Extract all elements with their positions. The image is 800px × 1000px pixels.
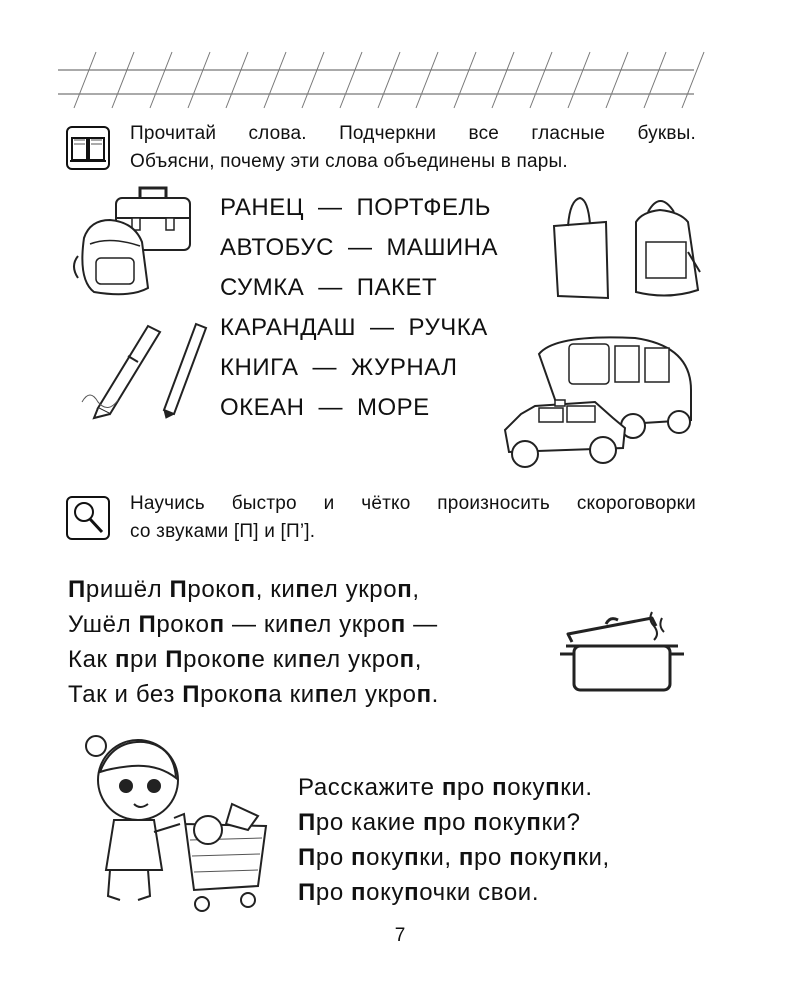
- pair-word-first: РАНЕЦ: [220, 194, 305, 221]
- task1-line2: Объясни, почему эти слова объединены в пары.: [130, 151, 568, 172]
- poem-line: Про покупки, про покупки,: [298, 844, 610, 871]
- pair-word-first: КАРАНДАШ: [220, 314, 356, 341]
- practice-slant-line: [568, 52, 590, 108]
- word-pair: [220, 388, 498, 428]
- practice-slant-line: [112, 52, 134, 108]
- pair-word-second: ЖУРНАЛ: [350, 354, 458, 381]
- practice-slant-line: [302, 52, 324, 108]
- practice-slant-line: [454, 52, 476, 108]
- word-pairs-list: [220, 188, 498, 428]
- word-pair: [220, 348, 498, 388]
- practice-slant-line: [492, 52, 514, 108]
- practice-slant-line: [150, 52, 172, 108]
- word-pair: [220, 268, 498, 308]
- poem-line: Так и без Прокопа кипел укроп.: [68, 681, 439, 708]
- task2-line2: со звуками [П] и [П’].: [130, 521, 316, 542]
- bus-car-illustration: [495, 330, 700, 475]
- poem-line: Как при Прокопе кипел укроп,: [68, 646, 423, 673]
- pair-dash: —: [347, 234, 373, 261]
- tongue-twister-2: [298, 770, 610, 910]
- backpack-briefcase-illustration: [70, 180, 205, 305]
- poem-line: Расскажите про покупки.: [298, 774, 593, 801]
- practice-slant-line: [378, 52, 400, 108]
- task1-instruction: [130, 120, 696, 176]
- task2-instruction: [130, 490, 696, 546]
- girl-shopping-cart-illustration: [62, 720, 272, 915]
- poem-line: Про покупочки свои.: [298, 879, 540, 906]
- practice-slant-line: [606, 52, 628, 108]
- pair-word-first: КНИГА: [220, 354, 299, 381]
- pair-dash: —: [318, 274, 343, 301]
- practice-slant-line: [530, 52, 552, 108]
- poem-line: Про какие про покупки?: [298, 809, 581, 836]
- magnifier-icon: [66, 496, 110, 540]
- task1-line1: Прочитай слова. Подчеркни все гласные буквы.: [130, 123, 696, 144]
- pair-dash: —: [318, 394, 343, 421]
- practice-slant-line: [416, 52, 438, 108]
- practice-slant-line: [682, 52, 704, 108]
- practice-slant-line: [74, 52, 96, 108]
- pair-word-second: ПОРТФЕЛЬ: [356, 194, 491, 221]
- pair-dash: —: [318, 194, 343, 221]
- pair-word-second: МАШИНА: [386, 234, 499, 261]
- bags-illustration: [548, 192, 713, 302]
- page-number: 7: [394, 925, 406, 946]
- poem-line: Пришёл Прокоп, кипел укроп,: [68, 576, 420, 603]
- pair-dash: —: [312, 354, 337, 381]
- pot-illustration: [556, 610, 686, 695]
- poem-line: Ушёл Прокоп — кипел укроп —: [68, 611, 438, 638]
- pair-word-second: МОРЕ: [357, 394, 430, 421]
- word-pair: [220, 308, 498, 348]
- practice-slant-line: [340, 52, 362, 108]
- practice-slant-line: [264, 52, 286, 108]
- task2-line1: Научись быстро и чётко произносить скороговорки: [130, 493, 696, 514]
- pair-word-first: ОКЕАН: [220, 394, 305, 421]
- pen-pencil-illustration: [78, 318, 208, 418]
- writing-practice-lines: [58, 52, 694, 108]
- pair-word-first: АВТОБУС: [220, 234, 334, 261]
- pair-word-first: СУМКА: [220, 274, 305, 301]
- tongue-twister-1: [68, 572, 439, 712]
- word-pair: [220, 188, 498, 228]
- pair-word-second: ПАКЕТ: [356, 274, 438, 301]
- practice-slant-line: [644, 52, 666, 108]
- open-book-icon: [66, 126, 110, 170]
- practice-slant-line: [226, 52, 248, 108]
- pair-word-second: РУЧКА: [408, 314, 488, 341]
- practice-slant-line: [188, 52, 210, 108]
- pair-dash: —: [370, 314, 395, 341]
- word-pair: [220, 228, 498, 268]
